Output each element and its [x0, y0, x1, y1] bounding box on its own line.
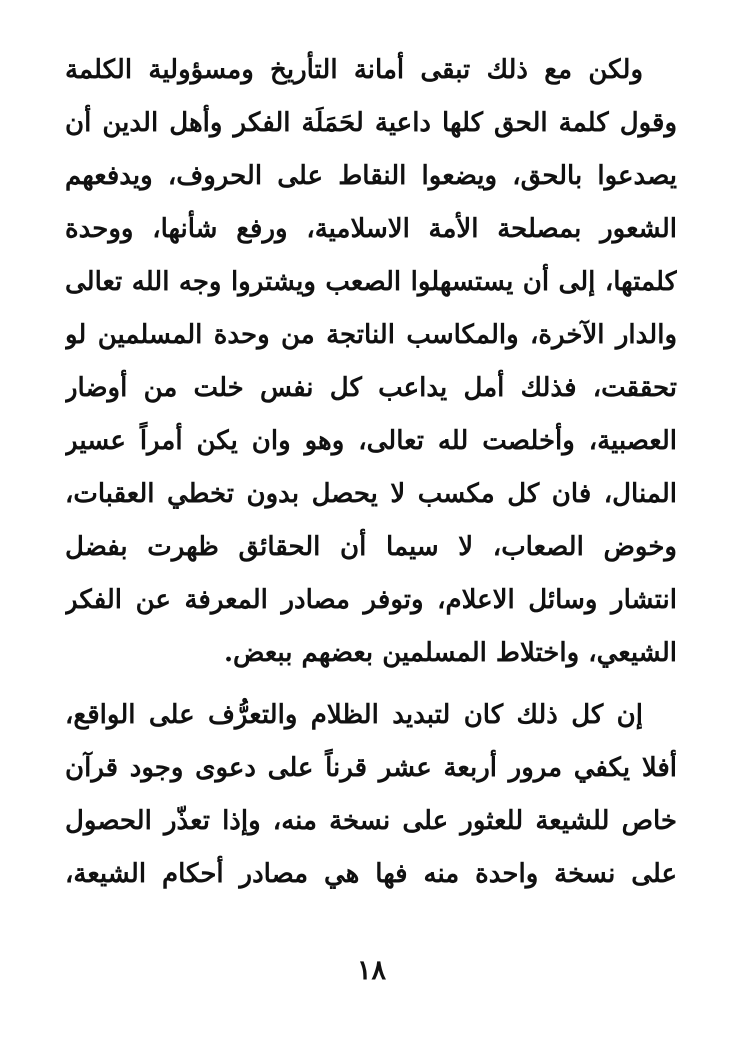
paragraph-1 — [65, 44, 677, 680]
text-line: الشيعي، واختلاط المسلمين بعضهم ببعض. — [223, 638, 677, 668]
paragraph-2 — [65, 689, 677, 901]
text-line: ولكن مع ذلك تبقى أمانة التأريخ ومسؤولية الكلمة — [65, 55, 643, 85]
text-line: العصبية، وأخلصت لله تعالى، وهو وان يكن أمراً عسير — [65, 426, 677, 456]
text-line: انتشار وسائل الاعلام، وتوفر مصادر المعرفة عن الفكر — [65, 585, 677, 615]
text-line: والدار الآخرة، والمكاسب الناتجة من وحدة المسلمين لو — [65, 320, 677, 350]
text-line: الشعور بمصلحة الأمة الاسلامية، ورفع شأنها، ووحدة — [65, 214, 677, 244]
text-line: وقول كلمة الحق كلها داعية لحَمَلَة الفكر وأهل الدين أن — [65, 108, 677, 138]
text-line: وخوض الصعاب، لا سيما أن الحقائق ظهرت بفضل — [65, 532, 677, 562]
text-line: إن كل ذلك كان لتبديد الظلام والتعرُّف على الواقع، — [65, 700, 643, 730]
text-line: المنال، فان كل مكسب لا يحصل بدون تخطي العقبات، — [65, 479, 677, 509]
text-line: كلمتها، إلى أن يستسهلوا الصعب ويشتروا وجه الله تعالى — [65, 267, 677, 297]
text-line: يصدعوا بالحق، ويضعوا النقاط على الحروف، ويدفعهم — [65, 161, 677, 191]
text-line: تحققت، فذلك أمل يداعب كل نفس خلت من أوضار — [65, 373, 677, 403]
text-line: خاص للشيعة للعثور على نسخة منه، وإذا تعذّر الحصول — [65, 806, 677, 836]
text-line: أفلا يكفي مرور أربعة عشر قرناً على دعوى وجود قرآن — [65, 753, 677, 783]
page-number: ١٨ — [356, 955, 386, 986]
text-line: على نسخة واحدة منه فها هي مصادر أحكام الشيعة، — [65, 859, 677, 889]
